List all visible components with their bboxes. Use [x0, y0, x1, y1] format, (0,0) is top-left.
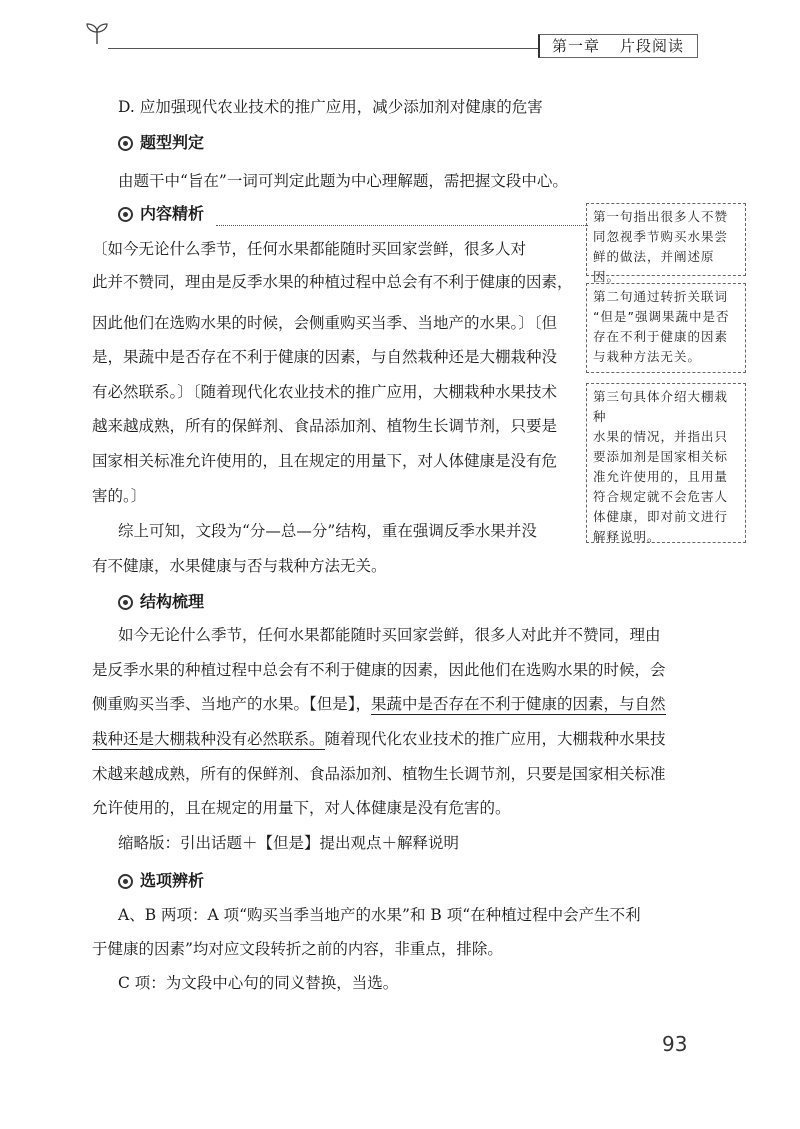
content-line: 因此他们在选购水果的时候，会侧重购买当季、当地产的水果。〕〔但: [92, 314, 558, 332]
summary-line: 综上可知，文段为“分—总—分”结构，重在强调反季水果并没: [118, 522, 537, 540]
structure-line: 是反季水果的种植过程中总会有不利于健康的因素，因此他们在选购水果的时候，会: [92, 661, 666, 679]
structure-line-with-key: [92, 729, 666, 749]
section-title-type: 题型判定: [140, 133, 205, 152]
flower-bullet-icon: [118, 874, 133, 889]
structure-line: 术越来越成熟，所有的保鲜剂、食品添加剂、植物生长调节剂，只要是国家相关标准: [92, 765, 666, 783]
structure-line: 如今无论什么季节，任何水果都能随时买回家尝鲜，很多人对此并不赞同，理由: [118, 626, 661, 644]
section-label: 片段阅读: [620, 37, 685, 55]
key-sentence-part-2: 栽种还是大棚栽种没有必然联系。: [92, 730, 325, 748]
side-note-1: 第一句指出很多人不赞 同忽视季节购买水果尝 鲜的做法，并阐述原因。: [586, 203, 746, 276]
section-title-structure: 结构梳理: [140, 592, 205, 611]
content-line: 是，果蔬中是否存在不利于健康的因素，与自然栽种还是大棚栽种没: [92, 348, 558, 366]
content-line: 越来越成熟，所有的保鲜剂、食品添加剂、植物生长调节剂，只要是: [92, 417, 558, 435]
flower-bullet-icon: [118, 207, 133, 222]
chapter-label: 第一章: [552, 37, 601, 55]
content-line: 害的。〕: [92, 487, 147, 505]
type-judgement-text: 由题干中“旨在”一词可判定此题为中心理解题，需把握文段中心。: [118, 172, 568, 190]
key-sentence-part-1: 果蔬中是否存在不利于健康的因素，与自然: [371, 695, 666, 713]
options-c-line: C 项：为文段中心句的同义替换，当选。: [118, 974, 399, 992]
page-number: 93: [662, 1032, 688, 1056]
options-ab-line: 于健康的因素”均对应文段转折之前的内容，非重点，排除。: [92, 940, 503, 958]
section-title-options: 选项辨析: [140, 871, 205, 890]
dotted-leader: [216, 225, 588, 226]
abbreviated-version: 缩略版：引出话题＋【但是】提出观点＋解释说明: [118, 834, 460, 852]
flower-bullet-icon: [118, 595, 133, 610]
content-line: 有必然联系。〕〔随着现代化农业技术的推广应用，大棚栽种水果技术: [92, 383, 558, 401]
content-line: 此并不赞同，理由是反季水果的种植过程中总会有不利于健康的因素，: [92, 273, 573, 291]
side-note-2: 第二句通过转折关联词 “但是”强调果蔬中是否 存在不利于健康的因素 与栽种方法无关。: [586, 283, 746, 373]
sprout-icon: [84, 22, 110, 46]
section-title-content: 内容精析: [140, 204, 205, 223]
summary-line: 有不健康，水果健康与否与栽种方法无关。: [92, 557, 387, 575]
content-line: 〔如今无论什么季节，任何水果都能随时买回家尝鲜，很多人对: [92, 240, 527, 258]
structure-line-with-key: [92, 694, 666, 714]
structure-lead: 侧重购买当季、当地产的水果。【但是】，: [92, 695, 372, 713]
structure-tail: 随着现代化农业技术的推广应用，大棚栽种水果技: [324, 730, 666, 748]
option-d-text: D. 应加强现代农业技术的推广应用，减少添加剂对健康的危害: [118, 98, 543, 116]
side-note-3: 第三句具体介绍大棚栽种 水果的情况，并指出只 要添加剂是国家相关标 准允许使用的，且用量 符合规定就不会危害人 体健康，即对前文进行 解释说明。: [586, 383, 746, 543]
options-ab-line: A、B 两项：A 项“购买当季当地产的水果”和 B 项“在种植过程中会产生不利: [118, 906, 641, 924]
structure-line: 允许使用的，且在规定的用量下，对人体健康是没有危害的。: [92, 799, 511, 817]
flower-bullet-icon: [118, 136, 133, 151]
content-line: 国家相关标准允许使用的，且在规定的用量下，对人体健康是没有危: [92, 452, 558, 470]
running-header: [552, 35, 684, 56]
header-rule: [108, 48, 538, 49]
